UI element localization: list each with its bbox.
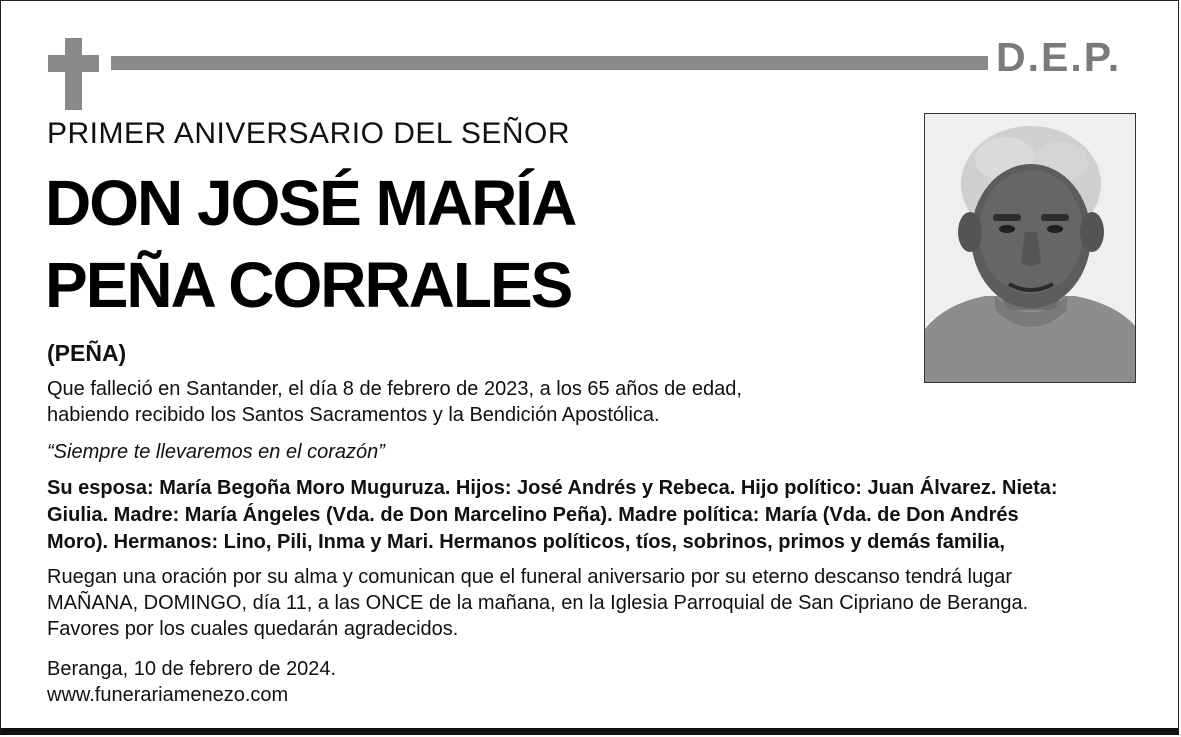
death-notice-line: habiendo recibido los Santos Sacramentos y la Bendición Apostólica. (47, 404, 660, 426)
portrait-image (925, 114, 1136, 383)
nickname: (PEÑA) (47, 340, 127, 366)
deceased-name-line2: PEÑA CORRALES (45, 249, 572, 321)
funeral-line: Favores por los cuales quedarán agradecidos. (47, 618, 459, 640)
death-notice-line: Que falleció en Santander, el día 8 de febrero de 2023, a los 65 años de edad, (47, 378, 742, 400)
cross-icon (65, 38, 82, 110)
family-line: Moro). Hermanos: Lino, Pili, Inma y Mari. Hermanos políticos, tíos, sobrinos, primos y demás familia, (47, 531, 1005, 553)
death-notice (47, 376, 742, 428)
dep-label: D.E.P. (996, 34, 1122, 80)
family-line: Su esposa: María Begoña Moro Muguruza. Hijos: José Andrés y Rebeca. Hijo político: Juan Álvarez. Nieta: (47, 477, 1058, 499)
cross-icon-bar (48, 55, 99, 72)
deceased-name-line1: DON JOSÉ MARÍA (45, 167, 576, 239)
family-list (47, 475, 1058, 556)
anniversary-subtitle: PRIMER ANIVERSARIO DEL SEÑOR (47, 117, 571, 150)
portrait-photo (924, 113, 1136, 383)
funeral-line: MAÑANA, DOMINGO, día 11, a las ONCE de la mañana, en la Iglesia Parroquial de San Cipriano de Beranga. (47, 592, 1029, 614)
website-link[interactable]: www.funerariamenezo.com (47, 684, 289, 706)
memorial-quote: “Siempre te llevaremos en el corazón” (47, 441, 385, 463)
funeral-line: Ruegan una oración por su alma y comunican que el funeral aniversario por su eterno descanso tendrá lugar (47, 566, 1013, 588)
place-date: Beranga, 10 de febrero de 2024. (47, 658, 337, 680)
header-rule (111, 56, 988, 70)
family-line: Giulia. Madre: María Ángeles (Vda. de Don Marcelino Peña). Madre política: María (Vda. de Don Andrés (47, 504, 1019, 526)
funeral-notice (47, 564, 1028, 642)
footer (47, 656, 336, 708)
